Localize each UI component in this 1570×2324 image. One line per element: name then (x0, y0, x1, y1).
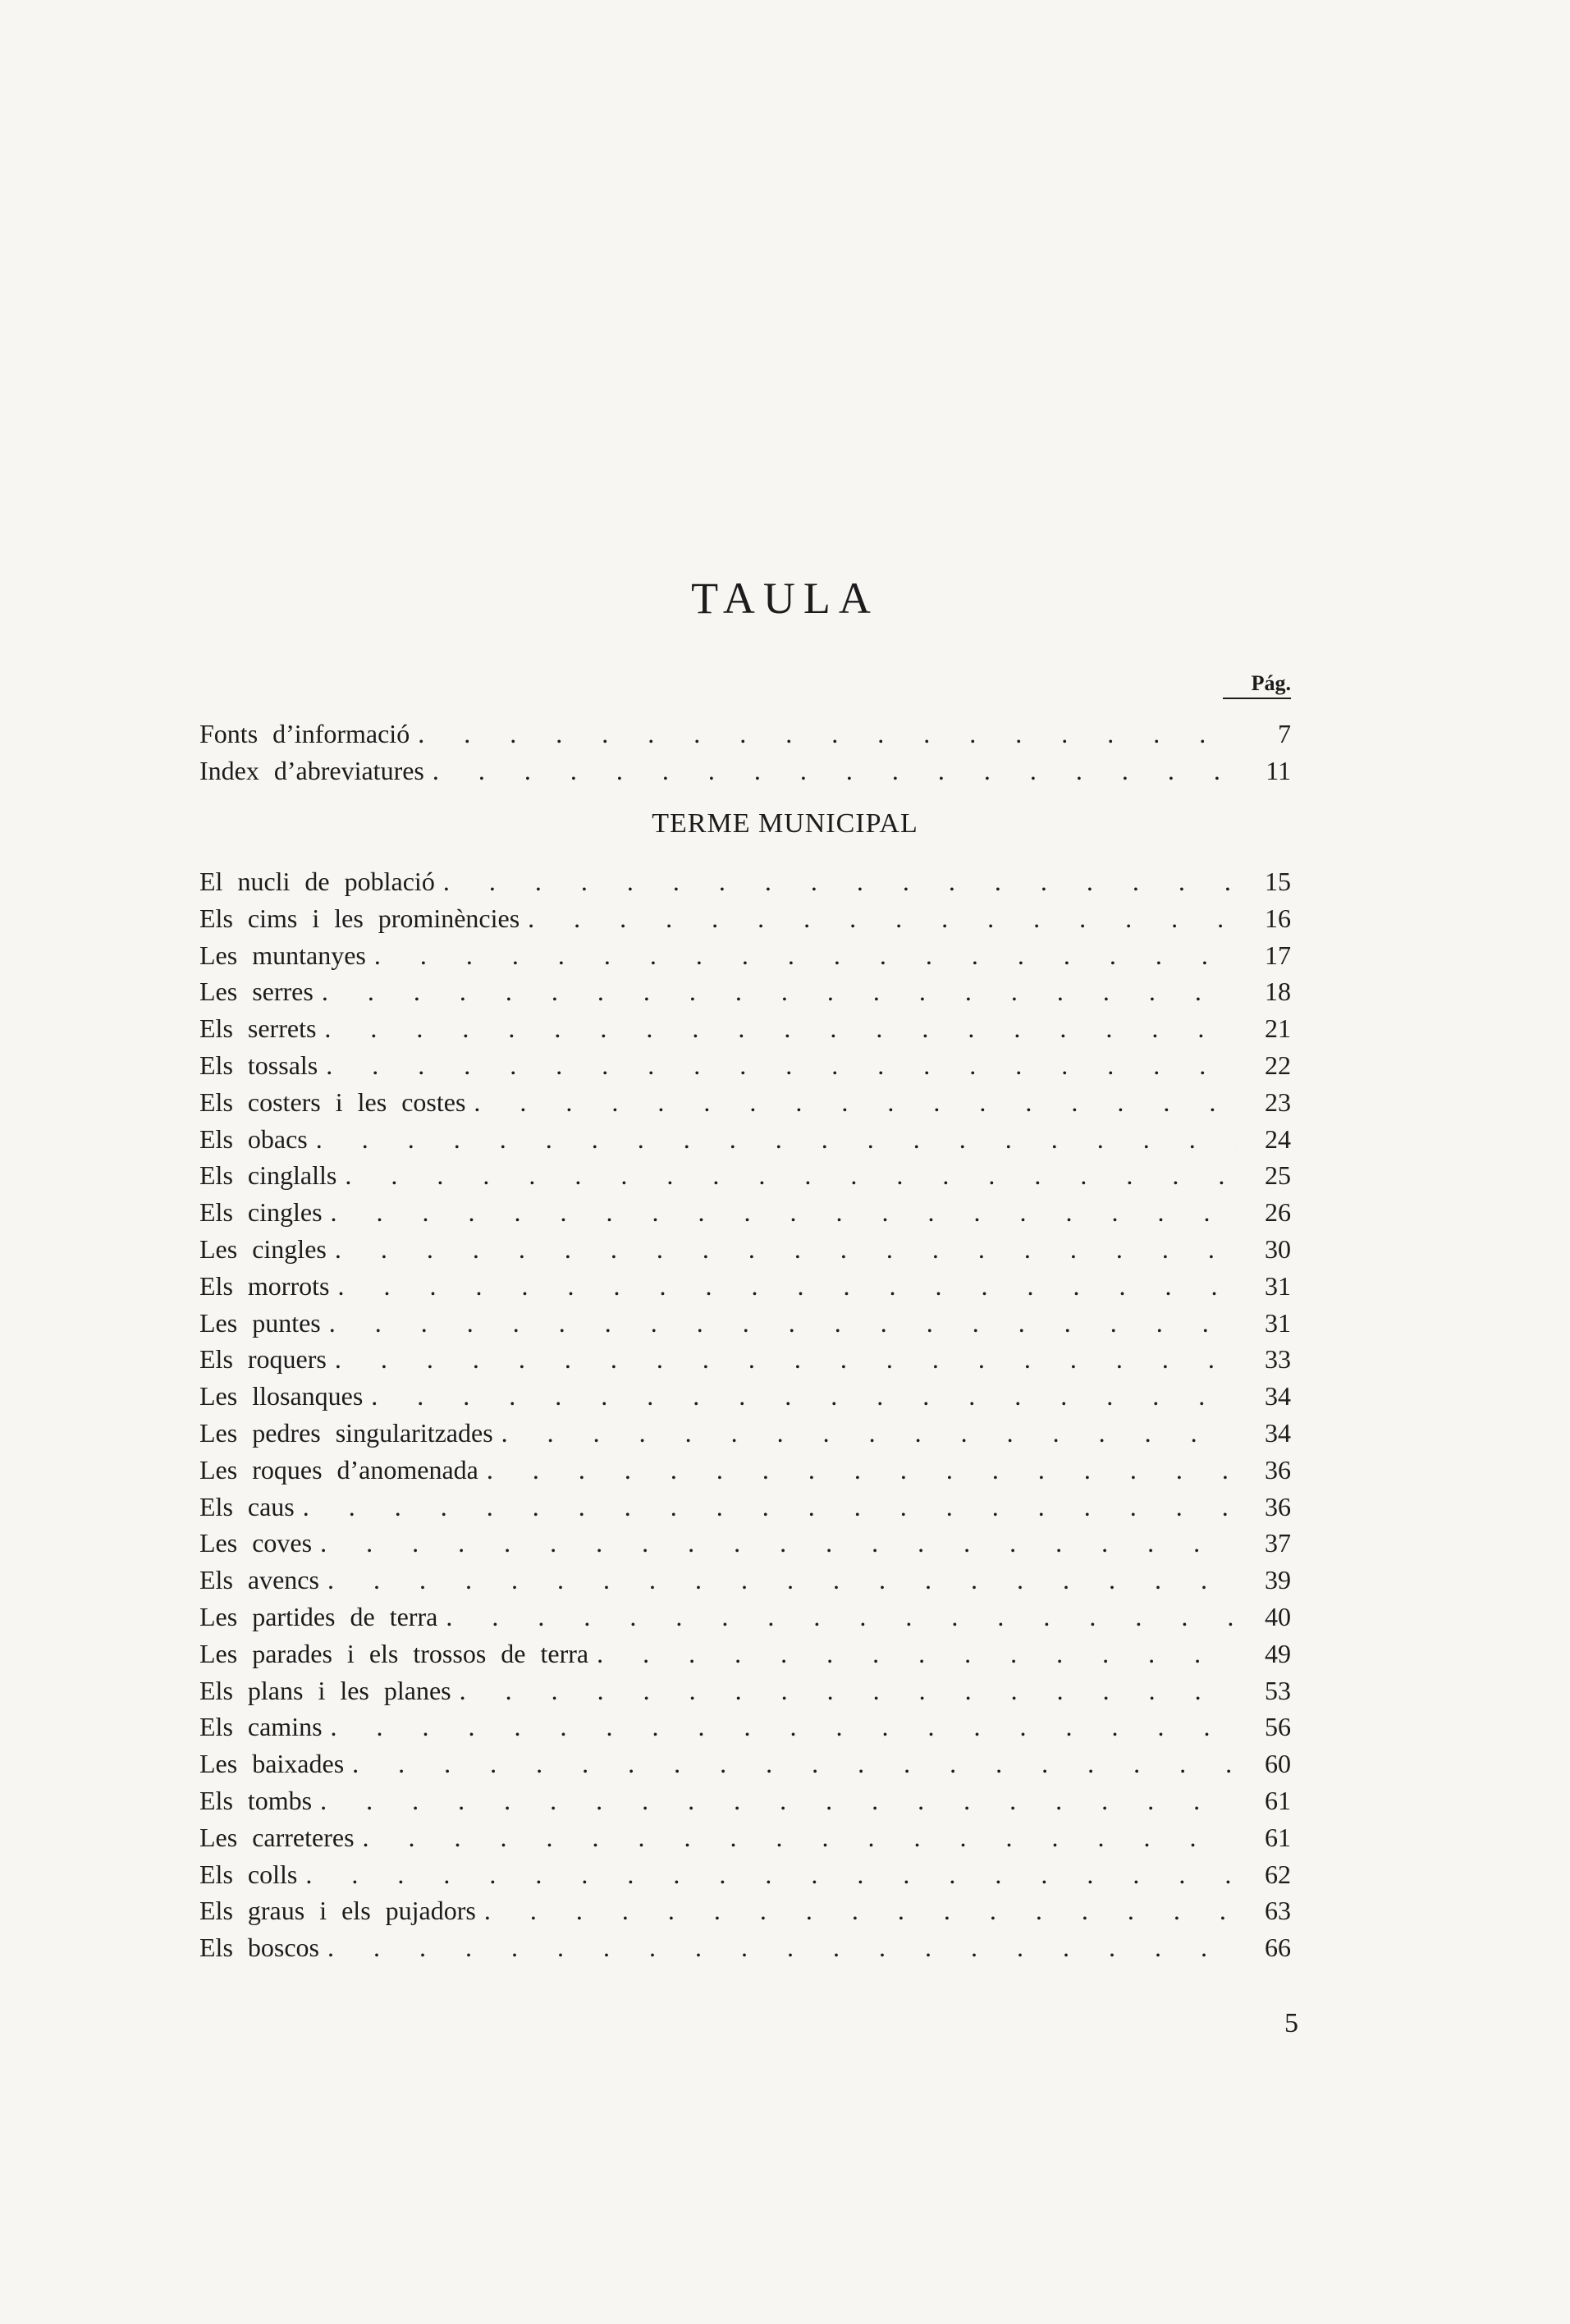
toc-entry-page-number: 22 (1265, 1050, 1291, 1080)
toc-entry (199, 1892, 1291, 1929)
toc-entry (199, 1782, 1291, 1819)
toc-entry (199, 716, 1291, 753)
toc-entry-page-number: 26 (1265, 1197, 1291, 1228)
dot-leader (345, 1157, 1237, 1194)
toc-entry (199, 1635, 1291, 1672)
toc-entry-page-number: 31 (1265, 1270, 1291, 1301)
toc-entry-page-number: 66 (1265, 1933, 1291, 1963)
toc-entry-label: Els tombs (199, 1785, 313, 1815)
toc-entry-label: Els serrets (199, 1013, 317, 1044)
toc-entry-page-number: 40 (1265, 1601, 1291, 1631)
toc-entry (199, 1819, 1291, 1856)
toc-entry-page-number: 15 (1265, 867, 1291, 896)
toc-entry (199, 1121, 1291, 1158)
page-column-label: Pág. (1223, 671, 1291, 699)
dot-leader (418, 716, 1237, 753)
dot-leader (363, 1819, 1237, 1856)
toc-intro-list (199, 716, 1291, 789)
toc-entry-page-number: 25 (1265, 1160, 1291, 1191)
toc-entry-label: Els cims i les prominències (199, 903, 520, 933)
dot-leader (597, 1635, 1237, 1672)
toc-entry-label: Els colls (199, 1859, 298, 1889)
folio-page-number: 5 (1284, 2008, 1298, 2038)
dot-leader (327, 1929, 1237, 1966)
section-heading: TERME MUNICIPAL (652, 808, 918, 839)
toc-entry-label: Les roques d’anomenada (199, 1454, 478, 1485)
toc-entry (199, 1599, 1291, 1635)
toc-entry-label: Els avencs (199, 1565, 319, 1595)
toc-entry-page-number: 23 (1265, 1087, 1291, 1117)
dot-leader (316, 1121, 1237, 1158)
dot-leader (374, 937, 1237, 974)
toc-entry-label: Les baixades (199, 1749, 345, 1779)
toc-entry-label: Els obacs (199, 1123, 308, 1154)
dot-leader (446, 1599, 1237, 1635)
toc-entry (199, 1929, 1291, 1966)
toc-entry-page-number: 33 (1265, 1344, 1291, 1375)
toc-entry-page-number: 7 (1278, 719, 1291, 748)
dot-leader (433, 753, 1237, 789)
toc-entry (199, 1305, 1291, 1342)
toc-entry-page-number: 36 (1265, 1454, 1291, 1485)
toc-entry-label: Els camins (199, 1712, 323, 1742)
toc-entry-label: Les muntanyes (199, 940, 366, 970)
toc-entry-label: Les puntes (199, 1307, 321, 1338)
toc-entry-page-number: 17 (1265, 940, 1291, 970)
toc-entry-label: Fonts d’informació (199, 719, 410, 748)
dot-leader (335, 1341, 1237, 1378)
toc-entry (199, 1489, 1291, 1526)
toc-entry (199, 1452, 1291, 1489)
toc-entry (199, 1415, 1291, 1452)
toc-entry (199, 1084, 1291, 1121)
toc-entry-label: Els morrots (199, 1270, 330, 1301)
toc-entry-page-number: 11 (1266, 755, 1291, 785)
dot-leader (320, 1782, 1237, 1819)
toc-entry-page-number: 34 (1265, 1381, 1291, 1411)
dot-leader (303, 1489, 1237, 1526)
toc-entry-page-number: 37 (1265, 1528, 1291, 1558)
toc-entry (199, 1745, 1291, 1782)
toc-entry-list (199, 863, 1291, 1966)
dot-leader (484, 1892, 1237, 1929)
toc-entry (199, 1194, 1291, 1231)
toc-entry-label: Els graus i els pujadors (199, 1896, 476, 1926)
toc-entry-label: Els cinglalls (199, 1160, 337, 1191)
toc-entry-label: Les cingles (199, 1233, 327, 1264)
toc-entry-label: Els tossals (199, 1050, 318, 1080)
toc-entry-label: Els boscos (199, 1933, 319, 1963)
toc-entry-label: Les carreteres (199, 1822, 355, 1852)
toc-entry (199, 900, 1291, 937)
toc-entry-page-number: 31 (1265, 1307, 1291, 1338)
toc-entry-label: El nucli de població (199, 867, 435, 896)
dot-leader (443, 863, 1237, 900)
toc-entry-page-number: 36 (1265, 1491, 1291, 1521)
toc-entry-page-number: 61 (1265, 1785, 1291, 1815)
toc-entry (199, 1047, 1291, 1084)
toc-entry (199, 1341, 1291, 1378)
toc-entry-page-number: 39 (1265, 1565, 1291, 1595)
toc-entry-page-number: 53 (1265, 1675, 1291, 1705)
dot-leader (474, 1084, 1237, 1121)
dot-leader (305, 1856, 1237, 1893)
dot-leader (331, 1709, 1237, 1745)
dot-leader (326, 1047, 1237, 1084)
toc-entry-page-number: 16 (1265, 903, 1291, 933)
toc-entry-label: Les partides de terra (199, 1601, 438, 1631)
toc-entry-page-number: 24 (1265, 1123, 1291, 1154)
dot-leader (337, 1268, 1237, 1305)
toc-entry (199, 1856, 1291, 1893)
dot-leader (320, 1525, 1237, 1562)
toc-entry (199, 1010, 1291, 1047)
toc-entry-page-number: 62 (1265, 1859, 1291, 1889)
toc-entry (199, 753, 1291, 789)
dot-leader (335, 1231, 1237, 1268)
dot-leader (528, 900, 1237, 937)
toc-entry-page-number: 34 (1265, 1417, 1291, 1448)
toc-entry (199, 1157, 1291, 1194)
dot-leader (460, 1672, 1237, 1709)
toc-entry (199, 937, 1291, 974)
toc-entry (199, 1562, 1291, 1599)
dot-leader (329, 1305, 1237, 1342)
toc-entry-page-number: 61 (1265, 1822, 1291, 1852)
toc-entry-page-number: 30 (1265, 1233, 1291, 1264)
toc-entry (199, 1709, 1291, 1745)
toc-entry-label: Les serres (199, 977, 314, 1007)
toc-entry (199, 1231, 1291, 1268)
toc-entry-page-number: 49 (1265, 1638, 1291, 1668)
dot-leader (327, 1562, 1237, 1599)
dot-leader (487, 1452, 1237, 1489)
toc-entry (199, 1672, 1291, 1709)
page-title: TAULA (691, 574, 879, 623)
dot-leader (352, 1745, 1237, 1782)
dot-leader (331, 1194, 1237, 1231)
toc-entry-label: Els costers i les costes (199, 1087, 466, 1117)
toc-entry-page-number: 56 (1265, 1712, 1291, 1742)
toc-entry-label: Els plans i les planes (199, 1675, 451, 1705)
toc-entry (199, 1378, 1291, 1415)
toc-entry-page-number: 18 (1265, 977, 1291, 1007)
toc-entry-label: Les llosanques (199, 1381, 364, 1411)
toc-entry-page-number: 60 (1265, 1749, 1291, 1779)
toc-entry-page-number: 63 (1265, 1896, 1291, 1926)
dot-leader (371, 1378, 1237, 1415)
toc-entry (199, 973, 1291, 1010)
toc-entry (199, 863, 1291, 900)
dot-leader (324, 1010, 1237, 1047)
toc-entry-label: Les coves (199, 1528, 313, 1558)
toc-entry (199, 1525, 1291, 1562)
dot-leader (501, 1415, 1237, 1452)
toc-entry-label: Les parades i els trossos de terra (199, 1638, 589, 1668)
dot-leader (322, 973, 1237, 1010)
toc-entry (199, 1268, 1291, 1305)
toc-entry-page-number: 21 (1265, 1013, 1291, 1044)
toc-entry-label: Les pedres singularitzades (199, 1417, 493, 1448)
toc-entry-label: Index d’abreviatures (199, 755, 424, 785)
toc-entry-label: Els cingles (199, 1197, 323, 1228)
toc-entry-label: Els caus (199, 1491, 295, 1521)
toc-entry-label: Els roquers (199, 1344, 327, 1375)
